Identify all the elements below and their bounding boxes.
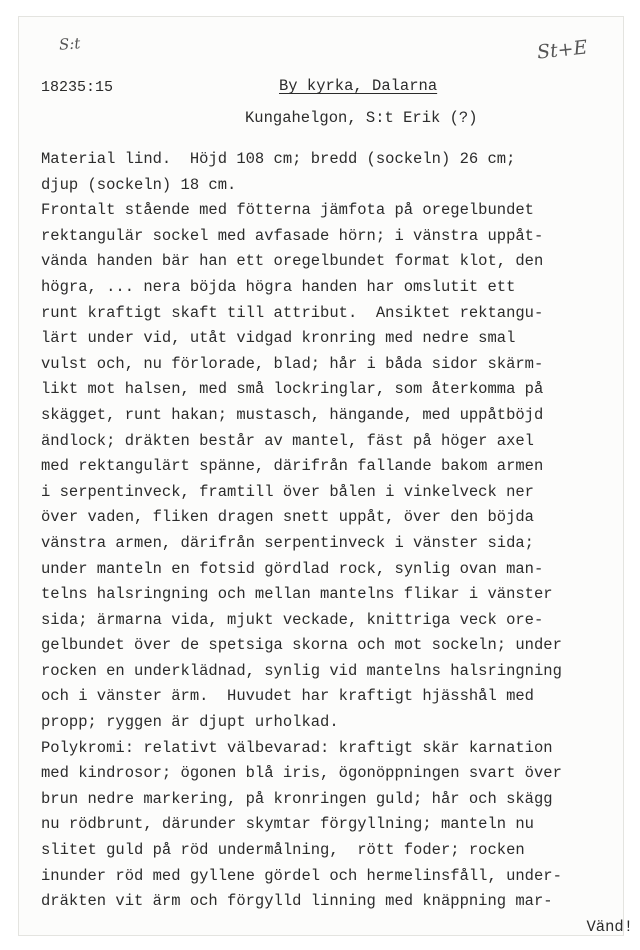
text-line: under manteln en fotsid gördlad rock, synlig ovan man- [41, 559, 544, 578]
turn-over-note: Vänd! [586, 917, 633, 936]
text-line: högra, ... nera böjda högra handen har omslutit ett [41, 277, 516, 296]
text-line: gelbundet över de spetsiga skorna och mot sockeln; under [41, 636, 562, 655]
index-card [18, 16, 633, 936]
text-line: ändlock; dräkten består av mantel, fäst på höger axel [41, 431, 534, 450]
description-text [41, 147, 640, 940]
text-line: dräkten vit ärm och förgylld linning med knäppning mar- [41, 892, 553, 911]
text-line: lärt under vid, utåt vidgad kronring med nedre smal [41, 329, 516, 348]
text-line: brun nedre markering, på kronringen guld; hår och skägg [41, 789, 553, 808]
text-line: runt kraftigt skaft till attribut. Ansiktet rektangu- [41, 303, 544, 322]
text-line: propp; ryggen är djupt urholkad. [41, 713, 339, 732]
text-line: Frontalt stående med fötterna jämfota på oregelbundet [41, 201, 534, 220]
document-title: By kyrka, Dalarna [279, 77, 438, 95]
text-line: med kindrosor; ögonen blå iris, ögonöppningen svart över [41, 764, 562, 783]
handwritten-signature: St+E [535, 36, 589, 64]
text-line: djup (sockeln) 18 cm. [41, 175, 237, 194]
text-line: slitet guld på röd undermålning, rött foder; rocken [41, 841, 525, 860]
text-line: likt mot halsen, med små lockringlar, som återkomma på [41, 380, 544, 399]
text-line: Polykromi: relativt välbevarad: kraftigt skär karnation [41, 738, 553, 757]
text-line: vända handen bär han ett oregelbundet format klot, den [41, 252, 544, 271]
text-line: vulst och, nu förlorade, blad; hår i båda sidor skärm- [41, 354, 544, 373]
text-line: rektangulär sockel med avfasade hörn; i vänstra uppåt- [41, 226, 544, 245]
text-line: i serpentinveck, framtill över bålen i vinkelveck ner [41, 482, 534, 501]
text-line: vänstra armen, därifrån serpentinveck i vänster sida; [41, 533, 534, 552]
text-line: och i vänster ärm. Huvudet har kraftigt hjässhål med [41, 687, 534, 706]
text-line: rocken en underklädnad, synlig vid mantelns halsringning [41, 661, 562, 680]
text-line: sida; ärmarna vida, mjukt veckade, knittriga veck ore- [41, 610, 544, 629]
text-line: Material lind. Höjd 108 cm; bredd (sockeln) 26 cm; [41, 150, 516, 168]
text-line: skägget, runt hakan; mustasch, hängande, med uppåtböjd [41, 405, 544, 424]
text-line: nu rödbrunt, därunder skymtar förgyllning; manteln nu [41, 815, 534, 834]
document-subtitle: Kungahelgon, S:t Erik (?) [245, 109, 478, 127]
text-line: inunder röd med gyllene gördel och hermelinsfåll, under- [41, 866, 562, 885]
catalog-number: 18235:15 [41, 79, 114, 96]
text-line: med rektangulärt spänne, därifrån fallande bakom armen [41, 457, 544, 476]
text-line: telns halsringning och mellan mantelns flikar i vänster [41, 585, 553, 604]
handwritten-note: S:t [58, 34, 81, 54]
text-line: över vaden, fliken dragen snett uppåt, över den böjda [41, 508, 534, 527]
